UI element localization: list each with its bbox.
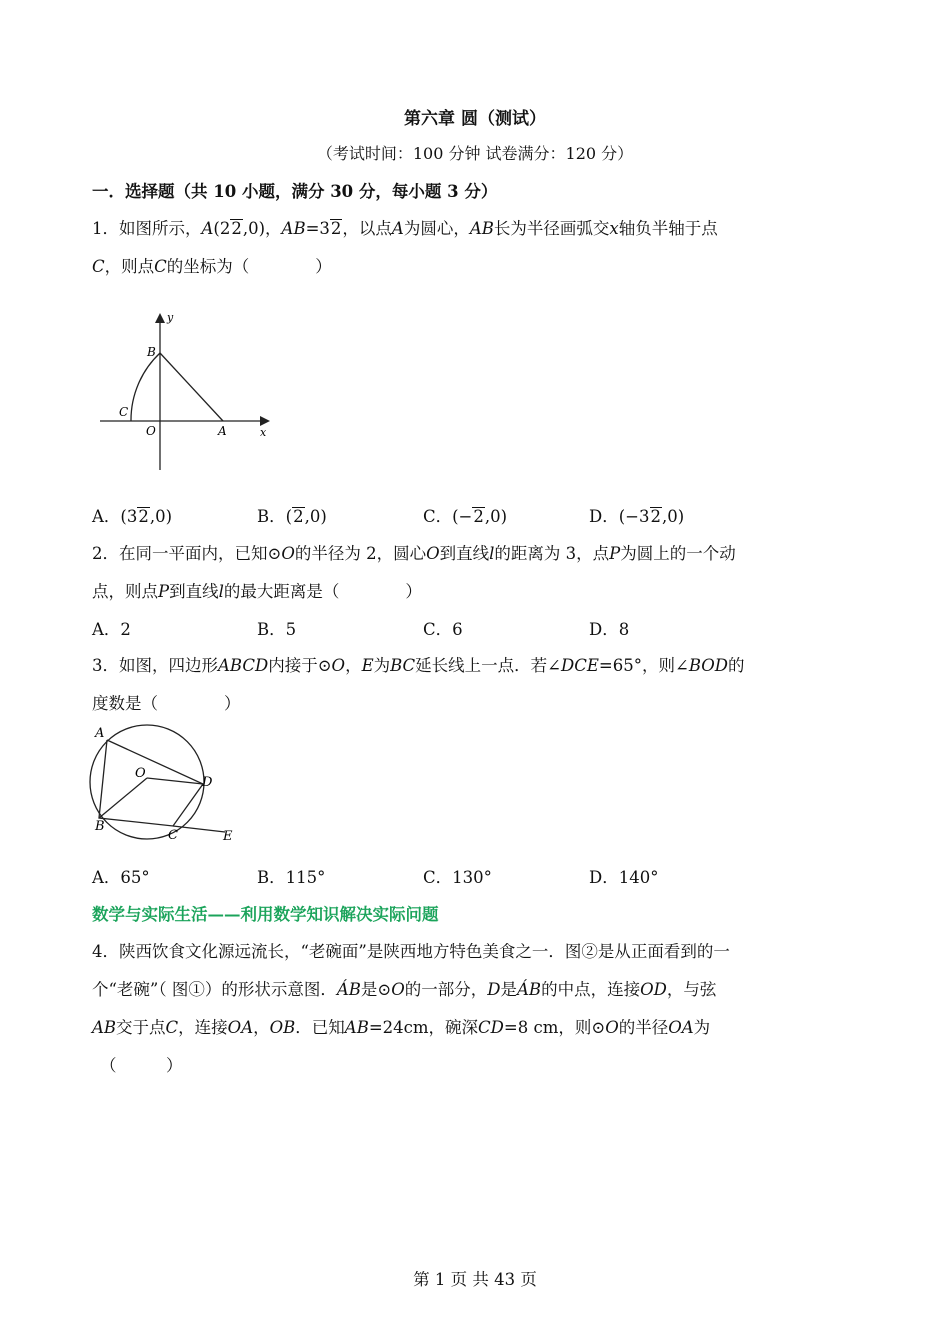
q3-label-c: C [168,828,178,843]
q1-option-d[interactable]: D．(−32,0) [589,507,685,526]
q3-option-b[interactable]: B．115° [257,868,326,887]
q3-label-d: D [202,775,213,790]
q1-option-c[interactable]: C．(−2,0) [423,507,508,526]
q1-label-a: A [218,424,227,438]
q4-line2: 个“老碗”（ 图①）的形状示意图．ÁB是⊙O的一部分，D是ÁB的中点，连接OD，与弦 [92,980,717,999]
page-title: 第六章 圆（测试） [404,109,546,129]
q2-line1: 2．在同一平面内，已知⊙O的半径为 2，圆心O到直线l的距离为 3，点P为圆上的一个动 [92,544,736,563]
exam-info: （考试时间：100 分钟 试卷满分：120 分） [316,144,634,163]
q1-figure [95,308,280,476]
q3-line1: 3．如图，四边形ABCD内接于⊙O，E为BC延长线上一点．若∠DCE=65°，则∠BOD的 [92,656,745,675]
page-footer: 第 1 页 共 43 页 [413,1270,537,1289]
q4-line3: AB交于点C，连接OA，OB．已知AB=24cm，碗深CD=8 cm，则⊙O的半径OA为 [92,1018,711,1037]
q1-label-b: B [147,345,156,359]
q3-option-c[interactable]: C．130° [423,868,492,887]
q3-option-d[interactable]: D．140° [589,868,659,887]
q1-line1: 1．如图所示，A(22,0)，AB=32，以点A为圆心，AB长为半径画弧交x轴负半轴于点 [92,219,718,238]
q1-label-y: y [167,311,174,324]
q3-line2: 度数是（ ） [92,694,241,713]
q1-option-b[interactable]: B．(2,0) [257,507,327,526]
q2-line2: 点，则点P到直线l的最大距离是（ ） [92,582,422,601]
q1-label-c: C [119,405,129,419]
q4-line1: 4．陕西饮食文化源远流长，“老碗面”是陕西地方特色美食之一．图②是从正面看到的一 [92,942,730,961]
q2-option-d[interactable]: D．8 [589,620,630,639]
q3-figure [85,720,245,845]
q3-option-a[interactable]: A．65° [92,868,150,887]
q2-option-b[interactable]: B．5 [257,620,297,639]
q1-label-x: x [260,426,267,439]
q4-answer-blank: （ ） [100,1056,183,1075]
q1-option-a[interactable]: A．(32,0) [92,507,173,526]
q3-label-b: B [95,819,105,834]
section-heading-practical: 数学与实际生活——利用数学知识解决实际问题 [92,905,439,924]
q1-label-o: O [146,424,156,438]
q3-label-o: O [135,766,146,781]
q3-label-a: A [95,726,105,741]
q2-option-a[interactable]: A．2 [92,620,131,639]
q1-line2: C，则点C的坐标为（ ） [92,257,332,276]
section-heading: 一．选择题（共 10 小题，满分 30 分，每小题 3 分） [92,182,498,201]
q2-option-c[interactable]: C．6 [423,620,463,639]
q3-label-e: E [223,829,233,844]
